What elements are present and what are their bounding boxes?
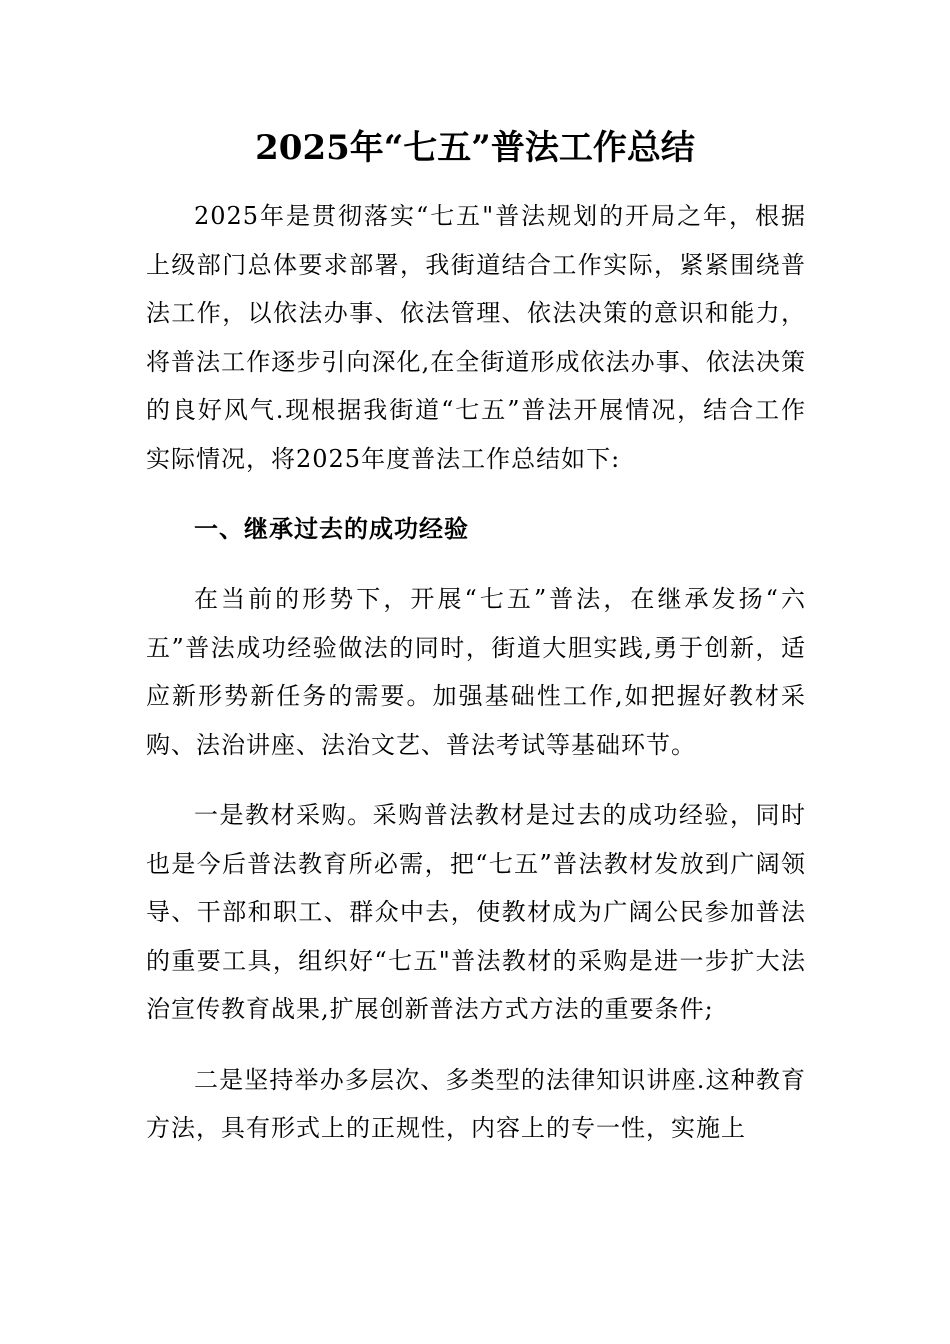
intro-paragraph: 2025年是贯彻落实“七五"普法规划的开局之年，根据上级部门总体要求部署，我街道结合工作实际，紧紧围绕普法工作，以依法办事、依法管理、依法决策的意识和能力，将普法工作逐步引向深化,在全街道形成依法办事、依法决策的良好风气.现根据我街道“七五”普法开展情况，结合工作实际情况，将2025年度普法工作总结如下:: [146, 202, 806, 473]
document-title: 2025年“七五”普法工作总结: [255, 128, 695, 168]
section-heading: 一、继承过去的成功经验: [194, 514, 469, 543]
body-paragraph: 一是教材采购。采购普法教材是过去的成功经验，同时也是今后普法教育所必需，把“七五”普法教材发放到广阔领导、干部和职工、群众中去，使教材成为广阔公民参加普法的重要工具，组织好“七五"普法教材的采购是进一步扩大法治宣传教育战果,扩展创新普法方式方法的重要条件;: [146, 801, 806, 1023]
document-body: [146, 192, 806, 1175]
body-paragraph: 二是坚持举办多层次、多类型的法律知识讲座.这种教育方法，具有形式上的正规性，内容上的专一性，实施上: [146, 1065, 806, 1142]
body-paragraph: 在当前的形势下，开展“七五”普法，在继承发扬“六五”普法成功经验做法的同时，街道大胆实践,勇于创新，适应新形势新任务的需要。加强基础性工作,如把握好教材采购、法治讲座、法治文艺、普法考试等基础环节。: [146, 585, 806, 759]
